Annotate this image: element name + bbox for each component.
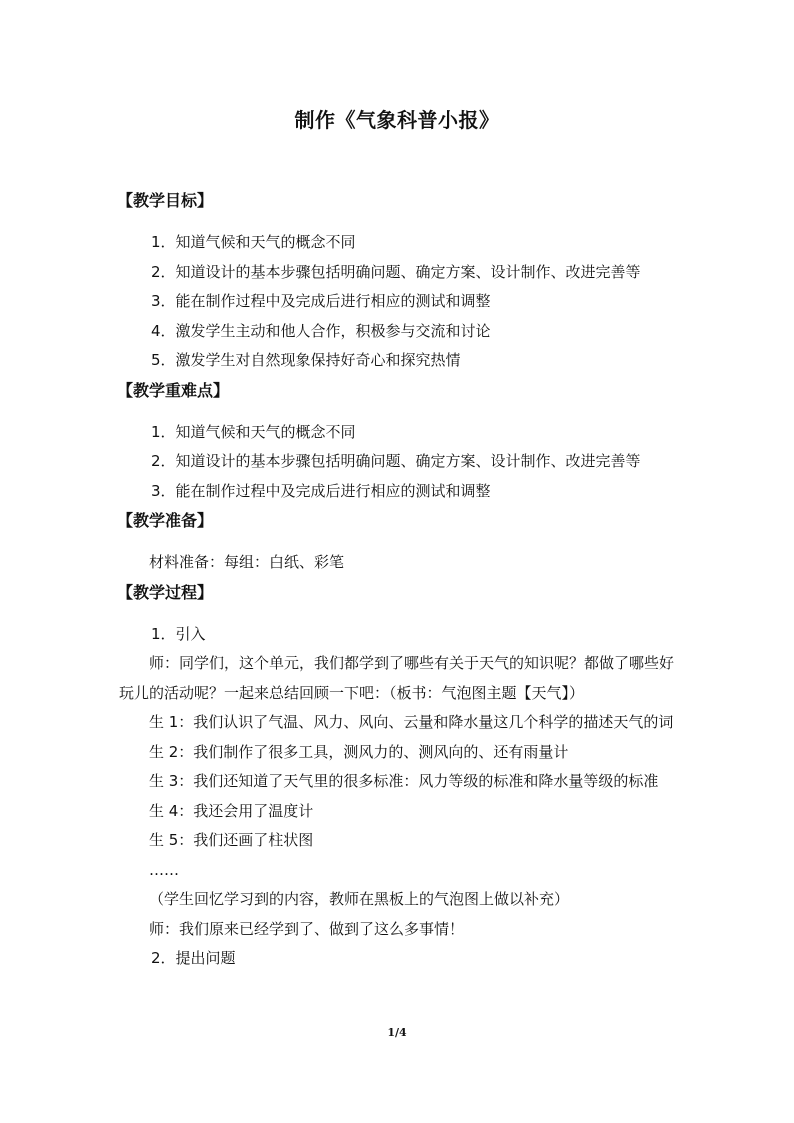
section-heading-preparation: 【教学准备】 bbox=[117, 511, 214, 530]
spacer bbox=[119, 608, 679, 620]
keypoint-item-1: 1．知道气候和天气的概念不同 bbox=[151, 422, 356, 441]
process-paragraph: 生 4：我还会用了温度计 bbox=[149, 801, 314, 820]
section-heading-goals: 【教学目标】 bbox=[117, 191, 214, 210]
process-paragraph: 生 3：我们还知道了天气里的很多标准：风力等级的标准和降水量等级的标准 bbox=[149, 772, 659, 790]
document-body bbox=[119, 186, 679, 974]
keypoint-item-3: 3．能在制作过程中及完成后进行相应的测试和调整 bbox=[151, 481, 491, 500]
keypoint-item-2: 2．知道设计的基本步骤包括明确问题、确定方案、设计制作、改进完善等 bbox=[151, 452, 641, 470]
spacer bbox=[119, 406, 679, 418]
process-paragraph: 生 5：我们还画了柱状图 bbox=[149, 831, 314, 849]
goal-item-4: 4．激发学生主动和他人合作，积极参与交流和讨论 bbox=[151, 321, 491, 340]
process-paragraph: 师：我们原来已经学到了、做到了这么多事情！ bbox=[149, 919, 465, 938]
spacer bbox=[119, 216, 679, 228]
page-number: 1/4 bbox=[387, 1026, 407, 1039]
process-paragraph: （学生回忆学习到的内容，教师在黑板上的气泡图上做以补充） bbox=[149, 890, 570, 908]
process-paragraph: 生 2：我们制作了很多工具，测风力的、测风向的、还有雨量计 bbox=[149, 742, 569, 761]
goal-item-3: 3．能在制作过程中及完成后进行相应的测试和调整 bbox=[151, 292, 491, 310]
process-ellipsis: …… bbox=[149, 860, 179, 879]
section-heading-keypoints: 【教学重难点】 bbox=[117, 380, 230, 400]
process-paragraph: 师：同学们，这个单元，我们都学到了哪些有关于天气的知识呢？都做了哪些好玩儿的活动呢？一起来总结回顾一下吧：（板书：气泡图主题【天气】） bbox=[119, 654, 675, 702]
preparation-text: 材料准备：每组：白纸、彩笔 bbox=[149, 553, 345, 571]
goal-item-2: 2．知道设计的基本步骤包括明确问题、确定方案、设计制作、改进完善等 bbox=[151, 262, 641, 281]
goal-item-1: 1．知道气候和天气的概念不同 bbox=[151, 233, 356, 251]
spacer bbox=[119, 536, 679, 548]
section-heading-process: 【教学过程】 bbox=[117, 582, 214, 602]
process-step-2: 2．提出问题 bbox=[151, 949, 236, 967]
document-title: 制作《气象科普小报》 bbox=[294, 108, 500, 132]
process-paragraph: 生 1：我们认识了气温、风力、风向、云量和降水量这几个科学的描述天气的词 bbox=[149, 713, 674, 731]
goal-item-5: 5．激发学生对自然现象保持好奇心和探究热情 bbox=[151, 351, 461, 369]
process-step-1: 1．引入 bbox=[151, 624, 206, 643]
